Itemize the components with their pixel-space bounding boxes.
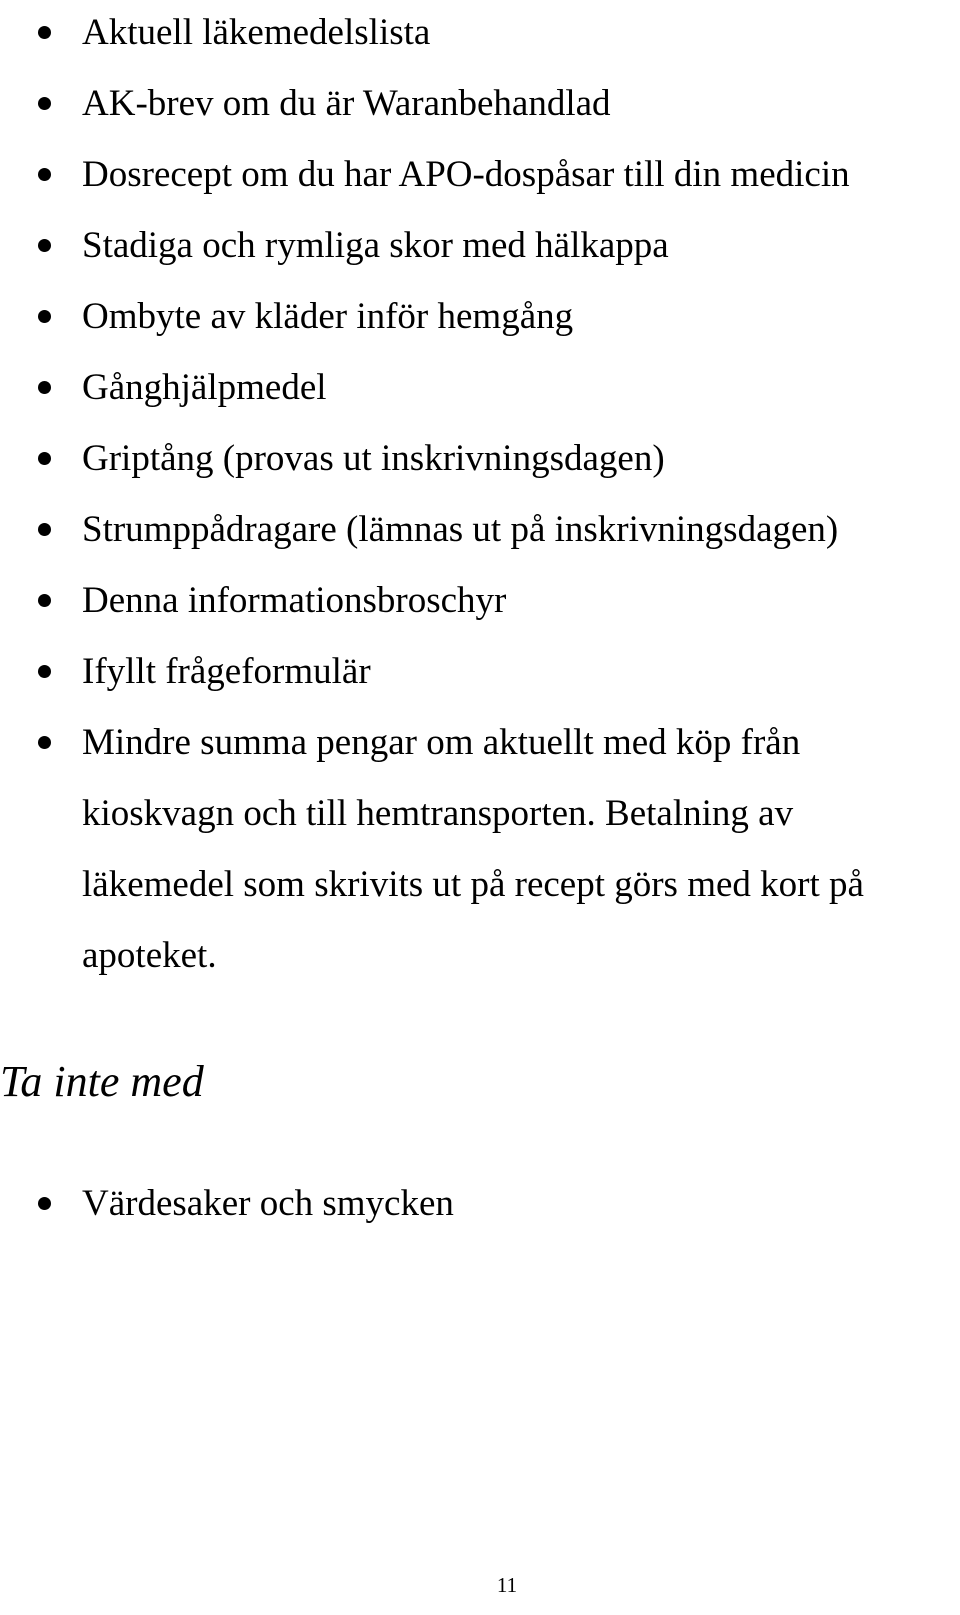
page-number: 11 xyxy=(496,1573,518,1597)
section-heading: Ta inte med xyxy=(0,1057,204,1106)
list-item-text: Gånghjälpmedel xyxy=(82,367,327,408)
list-item-text: Aktuell läkemedelslista xyxy=(82,12,431,53)
bullet-icon xyxy=(38,452,51,465)
list-item xyxy=(0,210,960,281)
list-item-text: Denna informationsbroschyr xyxy=(82,580,507,621)
list-item-text: Värdesaker och smycken xyxy=(82,1183,454,1224)
list-item xyxy=(0,139,960,210)
bullet-icon xyxy=(38,239,51,252)
list-item xyxy=(0,281,960,352)
bullet-icon xyxy=(38,736,51,749)
list-item-text: Strumppådragare (lämnas ut på inskrivningsdagen) xyxy=(82,509,839,550)
bullet-icon xyxy=(38,26,51,39)
bullet-icon xyxy=(38,168,51,181)
bullet-icon xyxy=(38,523,51,536)
bullet-icon xyxy=(38,381,51,394)
bullet-icon xyxy=(38,1197,51,1210)
do-not-bring-list xyxy=(0,1168,960,1239)
list-item-text: Ifyllt frågeformulär xyxy=(82,651,371,692)
list-item xyxy=(0,68,960,139)
list-item-text: Ombyte av kläder inför hemgång xyxy=(82,296,574,337)
bullet-icon xyxy=(38,97,51,110)
bullet-icon xyxy=(38,310,51,323)
list-item-text: AK-brev om du är Waranbehandlad xyxy=(82,83,611,124)
list-item xyxy=(0,352,960,423)
list-item-text: Stadiga och rymliga skor med hälkappa xyxy=(82,225,669,266)
list-item xyxy=(0,636,960,707)
list-item xyxy=(0,423,960,494)
list-item-text: Griptång (provas ut inskrivningsdagen) xyxy=(82,438,665,479)
list-item xyxy=(0,0,960,68)
bullet-icon xyxy=(38,594,51,607)
list-item xyxy=(0,494,960,565)
list-item xyxy=(0,565,960,636)
bullet-icon xyxy=(38,665,51,678)
list-item xyxy=(0,707,956,991)
list-item-text: Mindre summa pengar om aktuellt med köp från kioskvagn och till hemtransporten. Betalning av läkemedel som skrivits ut på recept görs med kort på apoteket. xyxy=(82,722,864,976)
list-item-text: Dosrecept om du har APO-dospåsar till din medicin xyxy=(82,154,850,195)
list-item xyxy=(0,1168,960,1239)
